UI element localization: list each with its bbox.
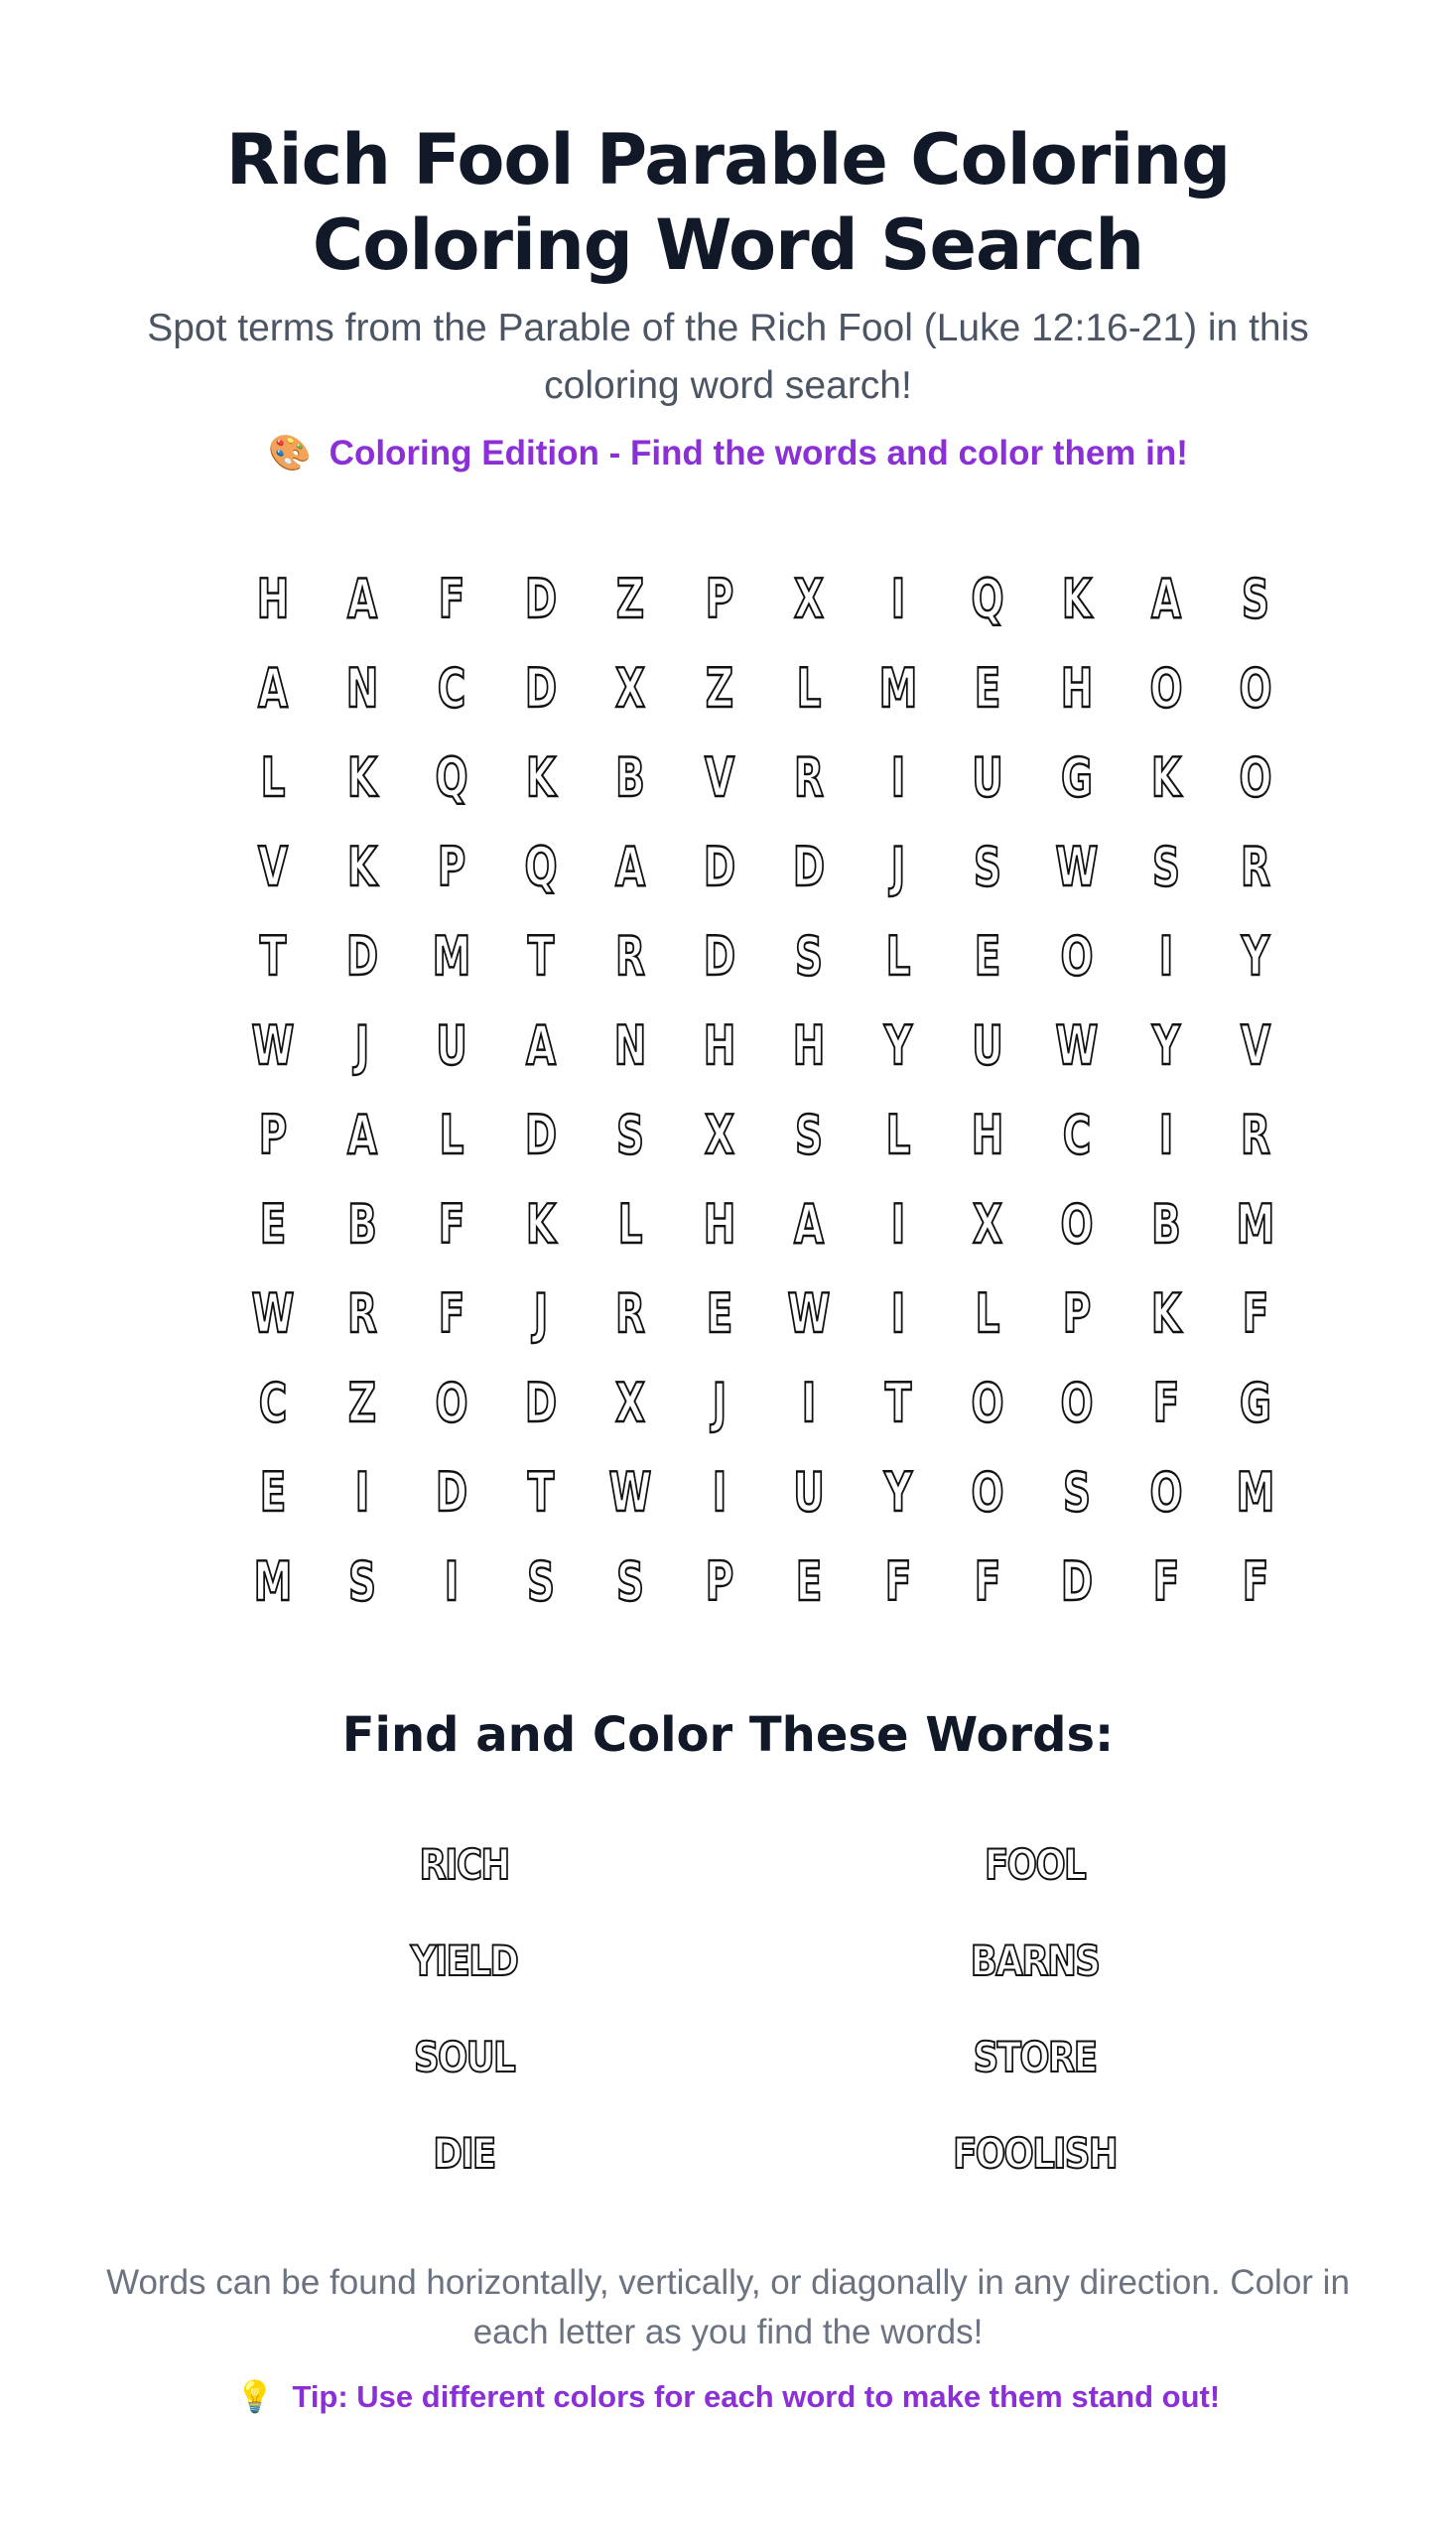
grid-cell[interactable]: T <box>527 924 555 988</box>
grid-cell[interactable]: X <box>794 567 824 630</box>
grid-cell[interactable]: A <box>1150 567 1182 630</box>
grid-cell[interactable]: I <box>1158 1103 1174 1166</box>
grid-cell[interactable]: M <box>1236 1192 1275 1256</box>
word-list <box>179 1816 1320 2202</box>
grid-cell[interactable]: Z <box>347 1371 377 1434</box>
grid-cell[interactable]: D <box>435 1460 468 1524</box>
grid-cell[interactable]: Y <box>1241 924 1270 988</box>
grid-cell[interactable]: M <box>878 656 918 720</box>
grid-cell[interactable]: X <box>973 1192 1002 1256</box>
grid-cell[interactable]: F <box>1152 1549 1180 1613</box>
grid-cell[interactable]: U <box>972 745 1003 809</box>
grid-cell[interactable]: F <box>1242 1549 1269 1613</box>
word-list-heading: Find and Color These Words: <box>341 1707 1115 1763</box>
grid-cell[interactable]: S <box>615 1549 645 1613</box>
grid-cell[interactable]: A <box>793 1192 825 1256</box>
grid-cell[interactable]: J <box>354 1013 370 1077</box>
grid-cell[interactable]: O <box>1149 656 1183 720</box>
grid-cell[interactable]: W <box>251 1013 295 1077</box>
grid-cell[interactable]: S <box>973 835 1002 898</box>
grid-cell[interactable]: D <box>792 835 826 898</box>
edition-text: Coloring Edition - Find the words and color them in! <box>329 434 1188 472</box>
grid-cell[interactable]: T <box>884 1371 912 1434</box>
grid-cell[interactable]: I <box>890 745 906 809</box>
grid-cell[interactable]: Q <box>971 567 1004 630</box>
grid-cell[interactable]: L <box>796 656 822 720</box>
grid-cell[interactable]: K <box>346 835 378 898</box>
grid-cell[interactable]: K <box>525 745 557 809</box>
grid-cell[interactable]: W <box>787 1281 831 1345</box>
grid-cell[interactable]: D <box>1060 1549 1094 1613</box>
grid-cell[interactable]: C <box>1062 1103 1092 1166</box>
grid-cell[interactable]: G <box>1061 745 1093 809</box>
grid-cell[interactable]: O <box>1060 924 1094 988</box>
grid-cell[interactable]: O <box>1060 1192 1094 1256</box>
grid-cell[interactable]: D <box>524 1103 558 1166</box>
grid-cell[interactable]: U <box>972 1013 1003 1077</box>
grid-cell[interactable]: H <box>256 567 290 630</box>
grid-cell[interactable]: D <box>703 924 736 988</box>
grid-cell[interactable]: P <box>705 1549 734 1613</box>
page-title: Rich Fool Parable Coloring Coloring Word Search <box>225 119 1231 286</box>
grid-cell[interactable]: D <box>703 835 736 898</box>
grid-cell[interactable]: H <box>703 1013 736 1077</box>
grid-cell[interactable]: W <box>608 1460 652 1524</box>
word-list-item: BARNS <box>970 1937 1100 1985</box>
grid-cell[interactable]: C <box>437 656 466 720</box>
letter-grid <box>228 554 1300 1626</box>
grid-cell[interactable]: G <box>1240 1371 1271 1434</box>
grid-cell[interactable]: F <box>884 1549 912 1613</box>
grid-cell[interactable]: P <box>705 567 734 630</box>
grid-cell[interactable]: B <box>347 1192 377 1256</box>
grid-cell[interactable]: W <box>251 1281 295 1345</box>
tip-banner <box>0 2377 1456 2417</box>
word-list-item: DIE <box>433 2129 495 2178</box>
grid-cell[interactable]: X <box>705 1103 734 1166</box>
grid-cell[interactable]: I <box>890 1192 906 1256</box>
grid-cell[interactable]: M <box>1236 1460 1275 1524</box>
grid-cell[interactable]: O <box>435 1371 468 1434</box>
grid-cell[interactable]: W <box>1055 1013 1099 1077</box>
grid-cell[interactable]: K <box>1150 1281 1182 1345</box>
grid-cell[interactable]: E <box>706 1281 733 1345</box>
grid-cell[interactable]: F <box>974 1549 1001 1613</box>
grid-cell[interactable]: C <box>258 1371 288 1434</box>
grid-cell[interactable]: F <box>438 1281 465 1345</box>
grid-cell[interactable]: S <box>1151 835 1181 898</box>
grid-cell[interactable]: L <box>885 1103 911 1166</box>
grid-cell[interactable]: K <box>346 745 378 809</box>
grid-cell[interactable]: R <box>615 924 645 988</box>
grid-cell[interactable]: I <box>890 567 906 630</box>
grid-cell[interactable]: A <box>614 835 646 898</box>
grid-cell[interactable]: S <box>526 1549 556 1613</box>
grid-cell[interactable]: F <box>1242 1281 1269 1345</box>
grid-cell[interactable]: E <box>795 1549 823 1613</box>
tip-text: Tip: Use different colors for each word to make them stand out! <box>292 2379 1221 2414</box>
grid-cell[interactable]: M <box>432 924 471 988</box>
grid-cell[interactable]: V <box>257 835 289 898</box>
instructions-text: Words can be found horizontally, vertically, or diagonally in any direction. Color in each letter as you find the words! <box>106 2263 1350 2351</box>
grid-cell[interactable]: K <box>525 1192 557 1256</box>
edition-banner <box>0 432 1456 475</box>
grid-cell[interactable]: R <box>1241 1103 1270 1166</box>
grid-cell[interactable]: O <box>1060 1371 1094 1434</box>
word-list-item: SOUL <box>413 2033 514 2081</box>
word-list-item: FOOL <box>984 1840 1086 1889</box>
grid-cell[interactable]: H <box>792 1013 826 1077</box>
grid-cell[interactable]: W <box>1055 835 1099 898</box>
grid-cell[interactable]: I <box>354 1460 370 1524</box>
grid-cell[interactable]: E <box>259 1192 287 1256</box>
grid-cell[interactable]: R <box>794 745 824 809</box>
grid-cell[interactable]: M <box>253 1549 293 1613</box>
grid-cell[interactable]: K <box>1150 745 1182 809</box>
grid-cell[interactable]: S <box>615 1103 645 1166</box>
grid-cell[interactable]: H <box>971 1103 1004 1166</box>
grid-cell[interactable]: I <box>444 1549 460 1613</box>
word-list-item: FOOLISH <box>953 2129 1117 2178</box>
grid-cell[interactable]: T <box>259 924 287 988</box>
grid-cell[interactable]: F <box>438 567 465 630</box>
grid-cell[interactable]: S <box>794 1103 824 1166</box>
grid-cell[interactable]: A <box>257 656 289 720</box>
grid-cell[interactable]: P <box>1062 1281 1092 1345</box>
grid-cell[interactable]: O <box>1239 745 1272 809</box>
grid-cell[interactable]: Y <box>883 1460 913 1524</box>
grid-cell[interactable]: D <box>345 924 379 988</box>
grid-cell[interactable]: B <box>1151 1192 1181 1256</box>
grid-cell[interactable]: D <box>524 656 558 720</box>
grid-cell[interactable]: K <box>1061 567 1093 630</box>
grid-cell[interactable]: L <box>617 1192 643 1256</box>
grid-cell[interactable]: V <box>704 745 735 809</box>
grid-cell[interactable]: I <box>801 1371 817 1434</box>
grid-cell[interactable]: Z <box>615 567 645 630</box>
grid-cell[interactable]: O <box>1239 656 1272 720</box>
grid-cell[interactable]: Y <box>1151 1013 1181 1077</box>
grid-cell[interactable]: S <box>1062 1460 1092 1524</box>
grid-cell[interactable]: A <box>346 1103 378 1166</box>
grid-cell[interactable]: E <box>974 656 1001 720</box>
grid-cell[interactable]: I <box>890 1281 906 1345</box>
grid-cell[interactable]: Z <box>705 656 734 720</box>
grid-cell[interactable]: X <box>615 656 645 720</box>
grid-cell[interactable]: D <box>524 567 558 630</box>
grid-cell[interactable]: L <box>975 1281 1000 1345</box>
word-list-item: RICH <box>419 1840 509 1889</box>
grid-cell[interactable]: O <box>1149 1460 1183 1524</box>
grid-cell[interactable]: Y <box>883 1013 913 1077</box>
grid-cell[interactable]: O <box>971 1371 1004 1434</box>
grid-cell[interactable]: E <box>259 1460 287 1524</box>
palette-icon: 🎨 <box>268 434 312 472</box>
grid-cell[interactable]: H <box>1060 656 1094 720</box>
grid-cell[interactable]: V <box>1240 1013 1271 1077</box>
lightbulb-icon: 💡 <box>235 2379 275 2414</box>
page-subtitle: Spot terms from the Parable of the Rich Fool (Luke 12:16-21) in this coloring word search! <box>147 307 1309 407</box>
word-list-item: STORE <box>973 2033 1097 2081</box>
grid-cell[interactable]: Q <box>524 835 558 898</box>
grid-cell[interactable]: S <box>347 1549 377 1613</box>
word-list-item: YIELD <box>410 1937 518 1985</box>
grid-cell[interactable]: L <box>885 924 911 988</box>
grid-cell[interactable]: S <box>1241 567 1270 630</box>
grid-cell[interactable]: J <box>712 1371 728 1434</box>
grid-cell[interactable]: P <box>258 1103 288 1166</box>
grid-cell[interactable]: L <box>260 745 286 809</box>
grid-cell[interactable]: I <box>712 1460 728 1524</box>
grid-cell[interactable]: J <box>890 835 906 898</box>
grid-cell[interactable]: F <box>438 1192 465 1256</box>
grid-cell[interactable]: U <box>793 1460 825 1524</box>
grid-cell[interactable]: R <box>347 1281 377 1345</box>
grid-cell[interactable]: Q <box>435 745 468 809</box>
grid-cell[interactable]: H <box>703 1192 736 1256</box>
grid-cell[interactable]: A <box>525 1013 557 1077</box>
grid-cell[interactable]: D <box>524 1371 558 1434</box>
grid-cell[interactable]: E <box>974 924 1001 988</box>
grid-cell[interactable]: R <box>1241 835 1270 898</box>
grid-cell[interactable]: N <box>345 656 379 720</box>
grid-cell[interactable]: P <box>437 835 466 898</box>
grid-cell[interactable]: B <box>615 745 645 809</box>
grid-cell[interactable]: L <box>439 1103 464 1166</box>
grid-cell[interactable]: I <box>1158 924 1174 988</box>
grid-cell[interactable]: A <box>346 567 378 630</box>
grid-cell[interactable]: U <box>436 1013 467 1077</box>
grid-cell[interactable]: S <box>794 924 824 988</box>
grid-cell[interactable]: F <box>1152 1371 1180 1434</box>
grid-cell[interactable]: J <box>533 1281 549 1345</box>
grid-cell[interactable]: O <box>971 1460 1004 1524</box>
grid-cell[interactable]: R <box>615 1281 645 1345</box>
grid-cell[interactable]: X <box>615 1371 645 1434</box>
grid-cell[interactable]: N <box>613 1013 647 1077</box>
grid-cell[interactable]: T <box>527 1460 555 1524</box>
